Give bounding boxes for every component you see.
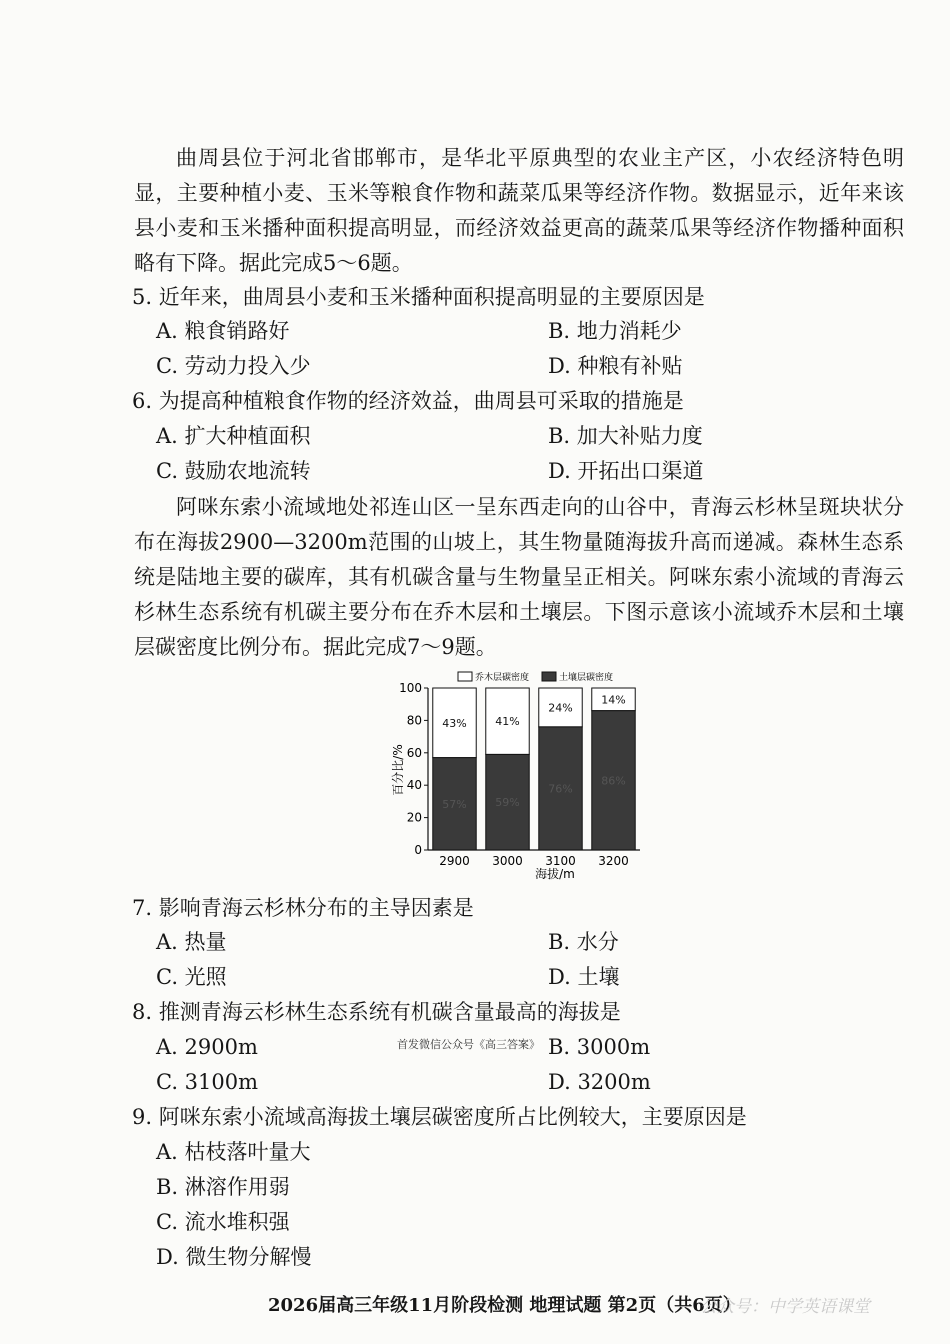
q9-option-b: B. 淋溶作用弱: [156, 1175, 290, 1199]
x-tick-label-3000: 3000: [492, 854, 523, 868]
q7-option-b: B. 水分: [548, 930, 619, 954]
data-label-soil-2900: 57%: [442, 797, 467, 811]
q7-option-d: D. 土壤: [548, 965, 620, 989]
x-axis-label: 海拔/m: [535, 867, 575, 881]
data-label-soil-3000: 59%: [495, 796, 520, 810]
data-label-tree-3100: 24%: [548, 701, 573, 715]
q5-option-c: C. 劳动力投入少: [156, 354, 311, 378]
chart-legend: [458, 671, 613, 683]
question-8-stem: 8. 推测青海云杉林生态系统有机碳含量最高的海拔是: [132, 1000, 621, 1024]
q6-option-c: C. 鼓励农地流转: [156, 459, 311, 483]
y-tick-label: 100: [399, 681, 422, 695]
q6-option-a: A. 扩大种植面积: [156, 424, 311, 448]
q9-option-a: A. 枯枝落叶量大: [156, 1140, 311, 1164]
q9-option-d: D. 微生物分解慢: [156, 1245, 312, 1269]
q8-option-a: A. 2900m: [156, 1035, 258, 1059]
question-6-stem: 6. 为提高种植粮食作物的经济效益，曲周县可采取的措施是: [132, 389, 684, 413]
y-tick-label: 20: [406, 810, 422, 825]
x-tick-label-3100: 3100: [545, 854, 576, 868]
q5-option-d: D. 种粮有补贴: [548, 354, 683, 378]
q8-option-d: D. 3200m: [548, 1070, 651, 1094]
y-tick-label: 80: [406, 713, 422, 728]
passage-amidongsuo: 阿咪东索小流域地处祁连山区一呈东西走向的山谷中，青海云杉林呈斑块状分布在海拔2900—3200m范围的山坡上，其生物量随海拔升高而递减。森林生态系统是陆地主要的碳库，其有机碳含量与生物量呈正相关。阿咪东索小流域的青海云杉林生态系统有机碳主要分布在乔木层和土壤层。下图示意该小流域乔木层和土壤层碳密度比例分布。据此完成7～9题。: [134, 495, 904, 659]
q5-option-a: A. 粮食销路好: [156, 319, 290, 343]
question-5-stem: 5. 近年来，曲周县小麦和玉米播种面积提高明显的主要原因是: [132, 285, 705, 309]
q6-option-b: B. 加大补贴力度: [548, 424, 703, 448]
q7-option-a: A. 热量: [156, 930, 227, 954]
y-tick-label: 40: [406, 778, 422, 793]
carbon-density-chart: [380, 662, 650, 882]
y-axis-label: 百分比/%: [391, 744, 405, 796]
data-label-tree-2900: 43%: [442, 716, 467, 730]
q8-option-b: B. 3000m: [548, 1035, 651, 1059]
question-7-stem: 7. 影响青海云杉林分布的主导因素是: [132, 896, 474, 920]
x-tick-label-3200: 3200: [598, 854, 629, 868]
y-tick-label: 60: [406, 745, 422, 760]
data-label-soil-3200: 86%: [601, 774, 626, 788]
q5-option-b: B. 地力消耗少: [548, 319, 682, 343]
data-label-soil-3100: 76%: [548, 782, 573, 796]
q8-option-c: C. 3100m: [156, 1070, 259, 1094]
legend-label-tree: 乔木层碳密度: [475, 673, 530, 683]
legend-label-soil: 土壤层碳密度: [559, 673, 614, 683]
q9-option-c: C. 流水堆积强: [156, 1210, 290, 1234]
passage-qu-zhou: 曲周县位于河北省邯郸市，是华北平原典型的农业主产区，小农经济特色明显，主要种植小麦、玉米等粮食作物和蔬菜瓜果等经济作物。数据显示，近年来该县小麦和玉米播种面积提高明显，而经济效益更高的蔬菜瓜果等经济作物播种面积略有下降。据此完成5～6题。: [134, 146, 904, 275]
y-tick-label: 0: [414, 843, 422, 857]
corner-watermark: 公众号：中学英语课堂: [700, 1297, 870, 1317]
q6-option-d: D. 开拓出口渠道: [548, 459, 704, 483]
x-tick-label-2900: 2900: [439, 854, 470, 868]
data-label-tree-3000: 41%: [495, 715, 520, 729]
data-label-tree-3200: 14%: [601, 693, 626, 707]
question-9-stem: 9. 阿咪东索小流域高海拔土壤层碳密度所占比例较大，主要原因是: [132, 1105, 747, 1129]
legend-swatch-tree: [458, 672, 472, 681]
legend-swatch-soil: [542, 672, 556, 681]
page-footer: 2026届高三年级11月阶段检测 地理试题 第2页（共6页）: [268, 1295, 741, 1316]
q7-option-c: C. 光照: [156, 965, 227, 989]
wechat-watermark: 首发微信公众号《高三答案》: [397, 1038, 540, 1051]
